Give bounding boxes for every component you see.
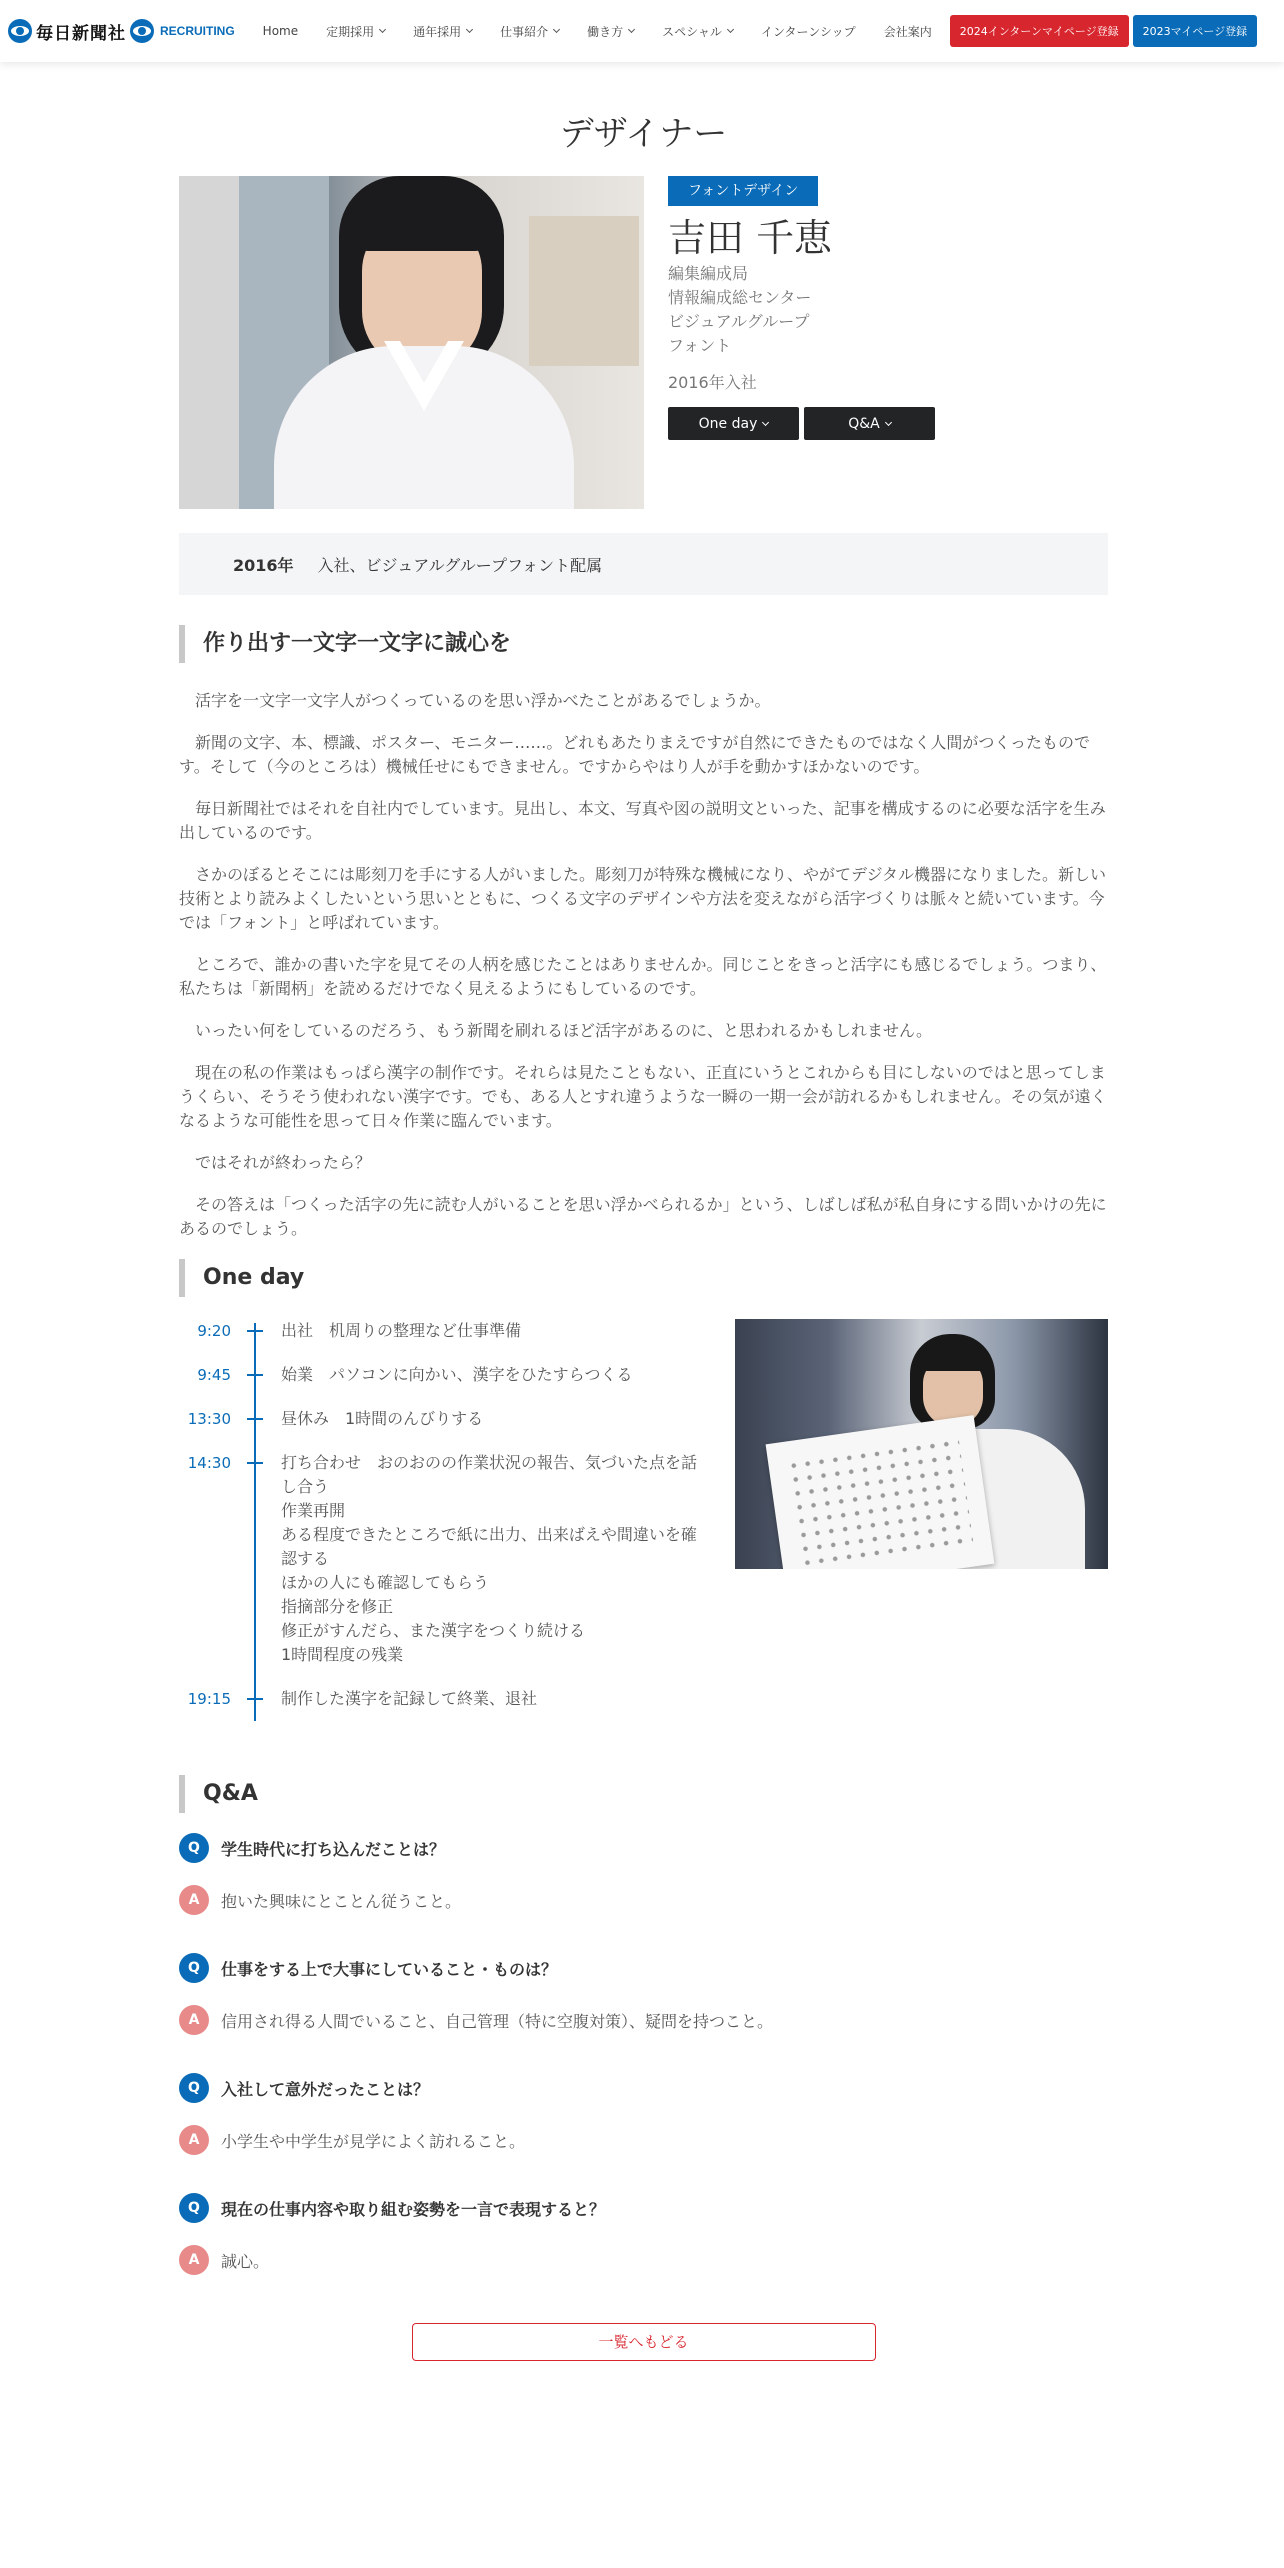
article-body bbox=[179, 689, 1108, 1241]
article-paragraph: 新聞の文字、本、標識、ポスター、モニター……。どれもあたりまえですが自然にできたものではなく人間がつくったものです。そして（今のところは）機械任せにもできません。ですからやはり人が手を動かすほかないのです。 bbox=[179, 733, 1091, 776]
history-text: 入社、ビジュアルグループフォント配属 bbox=[317, 555, 603, 575]
nav-label: 会社案内 bbox=[883, 24, 932, 39]
chevron-down-icon bbox=[727, 26, 734, 33]
oneday-section bbox=[179, 1319, 1108, 1731]
timeline-text: 始業 パソコンに向かい、漢字をひたすらつくる bbox=[281, 1365, 633, 1384]
employee-name: 吉田 千恵 bbox=[668, 216, 833, 260]
timeline-item bbox=[179, 1451, 717, 1667]
qa-pair bbox=[179, 2193, 1108, 2275]
timeline-tick bbox=[247, 1418, 263, 1420]
nav-label: スペシャル bbox=[662, 24, 722, 39]
timeline-tick bbox=[247, 1698, 263, 1700]
article-paragraph: いったい何をしているのだろう、もう新聞を刷れるほど活字があるのに、と思われるかもしれません。 bbox=[195, 1021, 932, 1040]
timeline-tick bbox=[247, 1462, 263, 1464]
answer-text: 抱いた興味にとことん従うこと。 bbox=[221, 1891, 462, 1911]
nav-label: 通年採用 bbox=[413, 24, 462, 39]
photo-paper-sheet bbox=[766, 1415, 995, 1569]
nav-item-internship[interactable] bbox=[747, 23, 870, 40]
answer-row bbox=[179, 2005, 1108, 2035]
timeline-time: 9:45 bbox=[197, 1366, 231, 1384]
join-year: 2016年入社 bbox=[668, 373, 757, 392]
timeline-tick bbox=[247, 1374, 263, 1376]
question-row bbox=[179, 1953, 1108, 1983]
jump-label: Q&A bbox=[848, 415, 880, 432]
department-line: ビジュアルグループ bbox=[668, 312, 810, 331]
mainichi-eye-logo-icon bbox=[8, 19, 32, 43]
question-badge-icon: Q bbox=[179, 2073, 209, 2103]
answer-badge-icon: A bbox=[179, 2005, 209, 2035]
schedule-timeline bbox=[179, 1319, 717, 1731]
nav-label: 働き方 bbox=[587, 24, 624, 39]
section-jump-buttons bbox=[668, 407, 940, 440]
intern-mypage-button[interactable]: 2024インターンマイページ登録 bbox=[950, 15, 1129, 47]
article-paragraph: さかのぼるとそこには彫刻刀を手にする人がいました。彫刻刀が特殊な機械になり、やがてデジタル機器になりました。新しい技術とより読みよくしたいという思いとともに、つくる文字のデザインや方法を変えながら活字づくりは脈々と続いています。今では「フォント」と呼ばれています。 bbox=[179, 865, 1107, 932]
answer-text: 誠心。 bbox=[221, 2251, 270, 2271]
timeline-time: 19:15 bbox=[187, 1690, 231, 1708]
nav-item-jobs[interactable] bbox=[486, 23, 573, 40]
timeline-item bbox=[179, 1319, 717, 1343]
question-badge-icon: Q bbox=[179, 1953, 209, 1983]
department-line: フォント bbox=[668, 336, 732, 355]
oneday-work-photo bbox=[735, 1319, 1108, 1569]
article-paragraph: ところで、誰かの書いた字を見てその人柄を感じたことはありませんか。同じことをきっと活字にも感じるでしょう。つまり、私たちは「新聞柄」を読めるだけでなく見えるようにもしているのです。 bbox=[179, 955, 1107, 998]
article-paragraph: ではそれが終わったら？ bbox=[195, 1153, 371, 1172]
main-nav bbox=[249, 0, 946, 62]
nav-label: 仕事紹介 bbox=[500, 24, 549, 39]
jump-qa-button[interactable] bbox=[804, 407, 935, 440]
nav-item-home[interactable] bbox=[249, 24, 312, 38]
timeline-text: 制作した漢字を記録して終業、退社 bbox=[281, 1689, 538, 1708]
logo-recruiting-text: RECRUITING bbox=[160, 24, 235, 38]
qa-pair bbox=[179, 1953, 1108, 2035]
shelf-shape bbox=[179, 176, 239, 509]
profile-section bbox=[179, 176, 1108, 509]
question-text: 現在の仕事内容や取り組む姿勢を一言で表現すると？ bbox=[221, 2199, 606, 2219]
site-header bbox=[0, 0, 1284, 62]
question-row bbox=[179, 2193, 1108, 2223]
jump-oneday-button[interactable] bbox=[668, 407, 799, 440]
answer-text: 小学生や中学生が見学によく訪れること。 bbox=[221, 2131, 526, 2151]
question-text: 入社して意外だったことは？ bbox=[221, 2079, 430, 2099]
article-heading: 作り出す一文字一文字に誠心を bbox=[179, 625, 1108, 663]
oneday-heading: One day bbox=[179, 1259, 1108, 1297]
nav-item-special[interactable] bbox=[648, 23, 747, 40]
back-to-list-button[interactable]: 一覧へもどる bbox=[412, 2323, 876, 2361]
qa-pair bbox=[179, 2073, 1108, 2155]
shelf-shape bbox=[529, 216, 639, 366]
chevron-down-icon bbox=[628, 26, 635, 33]
chevron-down-icon bbox=[466, 26, 473, 33]
answer-badge-icon: A bbox=[179, 2125, 209, 2155]
nav-label: 定期採用 bbox=[326, 24, 375, 39]
timeline-time: 9:20 bbox=[197, 1322, 231, 1340]
jump-label: One day bbox=[698, 415, 758, 432]
article-paragraph: 毎日新聞社ではそれを自社内でしています。見出し、本文、写真や図の説明文といった、記事を構成するのに必要な活字を生み出しているのです。 bbox=[179, 799, 1106, 842]
mypage-register-button[interactable]: 2023マイページ登録 bbox=[1133, 15, 1258, 47]
article-paragraph: 現在の私の作業はもっぱら漢字の制作です。それらは見たこともない、正直にいうとこれからも目にしないのではと思ってしまうくらい、そうそう使われない漢字です。でも、ある人とすれ違うような一瞬の一期一会が訪れるかもしれません。その気が遠くなるような可能性を思って日々作業に臨んでいます。 bbox=[179, 1063, 1107, 1130]
article-paragraph: 活字を一文字一文字人がつくっているのを思い浮かべたことがあるでしょうか。 bbox=[195, 691, 771, 710]
history-year: 2016年 bbox=[233, 555, 294, 575]
timeline-time: 13:30 bbox=[187, 1410, 231, 1428]
timeline-item bbox=[179, 1687, 717, 1711]
photo-bangs-shape bbox=[917, 1341, 989, 1371]
timeline-text: 昼休み 1時間のんびりする bbox=[281, 1409, 484, 1428]
timeline-item bbox=[179, 1407, 717, 1431]
logo-text: 毎日新聞社 bbox=[36, 23, 126, 44]
question-row bbox=[179, 2073, 1108, 2103]
timeline-item bbox=[179, 1363, 717, 1387]
nav-item-workstyle[interactable] bbox=[573, 23, 648, 40]
question-row bbox=[179, 1833, 1108, 1863]
question-text: 仕事をする上で大事にしていること・ものは？ bbox=[221, 1959, 558, 1979]
employee-portrait-photo bbox=[179, 176, 644, 509]
nav-item-company[interactable] bbox=[870, 23, 946, 40]
qa-section bbox=[179, 1833, 1108, 2275]
job-category-tag[interactable]: フォントデザイン bbox=[668, 176, 818, 206]
department-line: 編集編成局 bbox=[668, 264, 749, 283]
nav-label: Home bbox=[262, 24, 299, 38]
timeline-text: 出社 机周りの整理など仕事準備 bbox=[281, 1321, 522, 1340]
nav-item-year-round-hiring[interactable] bbox=[399, 23, 486, 40]
nav-label: インターンシップ bbox=[760, 24, 856, 39]
page-title: デザイナー bbox=[559, 114, 728, 154]
timeline-time: 14:30 bbox=[187, 1454, 231, 1472]
question-badge-icon: Q bbox=[179, 2193, 209, 2223]
question-text: 学生時代に打ち込んだことは？ bbox=[221, 1839, 446, 1859]
department-line: 情報編成総センター bbox=[668, 288, 812, 307]
chevron-down-icon bbox=[553, 26, 560, 33]
recruiting-eye-logo-icon bbox=[130, 19, 154, 43]
nav-item-regular-hiring[interactable] bbox=[312, 23, 399, 40]
answer-row bbox=[179, 2245, 1108, 2275]
chevron-down-icon bbox=[762, 418, 769, 425]
question-badge-icon: Q bbox=[179, 1833, 209, 1863]
profile-info bbox=[668, 176, 940, 509]
portrait-bangs-shape bbox=[354, 196, 489, 251]
answer-row bbox=[179, 1885, 1108, 1915]
answer-row bbox=[179, 2125, 1108, 2155]
kanji-grid-pattern bbox=[786, 1435, 974, 1569]
qa-pair bbox=[179, 1833, 1108, 1915]
article-paragraph: その答えは「つくった活字の先に読む人がいることを思い浮かべられるか」という、しばしば私が私自身にする問いかけの先にあるのでしょう。 bbox=[179, 1195, 1107, 1238]
career-history bbox=[179, 533, 1108, 595]
qa-heading: Q&A bbox=[179, 1775, 1108, 1813]
chevron-down-icon bbox=[379, 26, 386, 33]
answer-text: 信用され得る人間でいること、自己管理（特に空腹対策）、疑問を持つこと。 bbox=[221, 2011, 774, 2031]
answer-badge-icon: A bbox=[179, 2245, 209, 2275]
chevron-down-icon bbox=[885, 418, 892, 425]
timeline-text: 打ち合わせ おのおのの作業状況の報告、気づいた点を話し合う 作業再開 ある程度できたところで紙に出力、出来ばえや間違いを確認する ほかの人にも確認してもらう 指摘部分を修正 修正がすんだら、また漢字をつくり続ける 1時間程度の残業 bbox=[281, 1453, 698, 1664]
site-logo[interactable] bbox=[8, 19, 235, 44]
main-content bbox=[179, 62, 1108, 2361]
timeline-tick bbox=[247, 1330, 263, 1332]
answer-badge-icon: A bbox=[179, 1885, 209, 1915]
